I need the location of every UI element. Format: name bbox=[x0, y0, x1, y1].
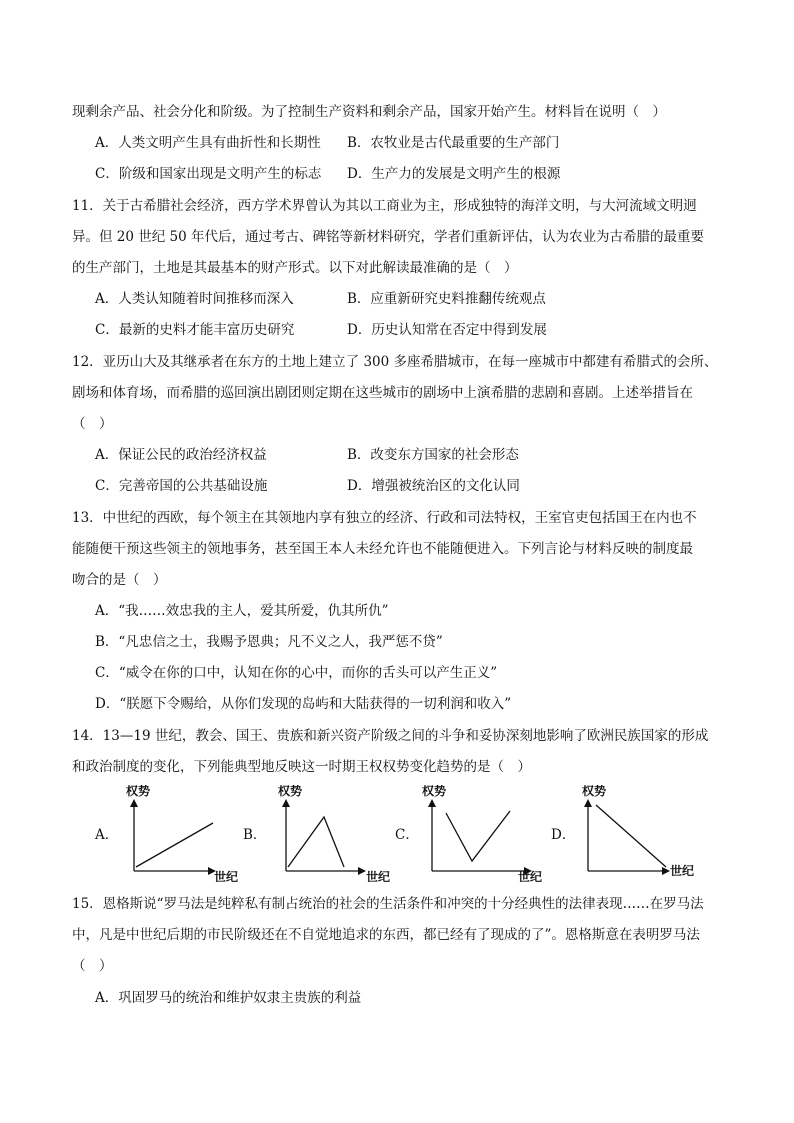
q15-option-a[interactable]: A．巩固罗马的统治和维护奴隶主贵族的利益 bbox=[95, 990, 362, 1006]
q12-option-c[interactable]: C．完善帝国的公共基础设施 bbox=[95, 478, 268, 494]
q12-stem-line-3: （ ） bbox=[72, 416, 113, 432]
q10-option-c[interactable]: C．阶级和国家出现是文明产生的标志 bbox=[95, 166, 322, 182]
x-axis-arrow bbox=[662, 867, 670, 875]
q10-stem-line: 现剩余产品、社会分化和阶级。为了控制生产资料和剩余产品，国家开始产生。材料旨在说明（ ） bbox=[72, 104, 666, 120]
q11-stem-line-2: 异。但 20 世纪 50 年代后，通过考古、碑铭等新材料研究，学者们重新评估，认为农业为古希腊的最重要 bbox=[72, 229, 705, 245]
q14-option-a-chart[interactable] bbox=[118, 785, 238, 885]
y-axis-label: 权势 bbox=[422, 785, 447, 798]
q10-option-b[interactable]: B．农牧业是古代最重要的生产部门 bbox=[347, 135, 560, 151]
y-axis-arrow bbox=[130, 799, 138, 807]
q14-option-b-letter[interactable]: B． bbox=[243, 827, 267, 843]
q14-option-d-chart[interactable] bbox=[574, 785, 714, 885]
q10-option-d[interactable]: D．生产力的发展是文明产生的根源 bbox=[347, 166, 561, 182]
q11-option-c[interactable]: C．最新的史料才能丰富历史研究 bbox=[95, 322, 295, 338]
y-axis-label: 权势 bbox=[582, 785, 607, 798]
y-axis-arrow bbox=[584, 799, 592, 807]
x-axis-arrow bbox=[358, 867, 366, 875]
q14-chart-options bbox=[0, 785, 794, 885]
y-axis-label: 权势 bbox=[126, 785, 151, 798]
q10-option-a[interactable]: A．人类文明产生具有曲折性和长期性 bbox=[95, 135, 321, 151]
q15-stem-line-1: 15．恩格斯说“罗马法是纯粹私有制占统治的社会的生活条件和冲突的十分经典性的法律表现……在罗马法 bbox=[72, 896, 704, 912]
q15-stem-line-2: 中，凡是中世纪后期的市民阶级还在不自觉地追求的东西，都已经有了现成的了”。恩格斯意在表明罗马法 bbox=[72, 927, 700, 943]
x-axis-label: 世纪 bbox=[518, 870, 543, 884]
q13-option-b[interactable]: B．“凡忠信之士，我赐予恩典；凡不义之人，我严惩不贷” bbox=[95, 634, 443, 650]
q11-option-b[interactable]: B．应重新研究史料推翻传统观点 bbox=[347, 291, 546, 307]
q14-option-b-chart[interactable] bbox=[266, 785, 396, 885]
q14-option-c-letter[interactable]: C． bbox=[395, 827, 419, 843]
q11-option-d[interactable]: D．历史认知常在否定中得到发展 bbox=[347, 322, 547, 338]
trend-line bbox=[288, 817, 344, 867]
q12-option-d[interactable]: D．增强被统治区的文化认同 bbox=[347, 478, 520, 494]
q11-stem-line-3: 的生产部门，土地是其最基本的财产形式。以下对此解读最准确的是（ ） bbox=[72, 260, 518, 276]
q14-option-a-letter[interactable]: A． bbox=[95, 827, 119, 843]
q13-stem-line-2: 能随便干预这些领主的领地事务，甚至国王本人未经允许也不能随便进入。下列言论与材料反映的制度最 bbox=[72, 541, 693, 557]
q12-stem-line-2: 剧场和体育场，而希腊的巡回演出剧团则定期在这些城市的剧场中上演希腊的悲剧和喜剧。上述举措旨在 bbox=[72, 385, 693, 401]
trend-line bbox=[446, 811, 510, 861]
q15-stem-line-3: （ ） bbox=[72, 958, 113, 974]
q13-option-d[interactable]: D．“朕愿下令赐给，从你们发现的岛屿和大陆获得的一切利润和收入” bbox=[95, 696, 512, 712]
trend-line bbox=[136, 823, 213, 867]
x-axis-label: 世纪 bbox=[366, 870, 391, 884]
q13-stem-line-1: 13．中世纪的西欧，每个领主在其领地内享有独立的经济、行政和司法特权，王室官吏包括国王在内也不 bbox=[72, 510, 697, 526]
q12-option-b[interactable]: B．改变东方国家的社会形态 bbox=[347, 447, 519, 463]
q14-option-c-chart[interactable] bbox=[418, 785, 548, 885]
y-axis-arrow bbox=[282, 799, 290, 807]
q13-option-a[interactable]: A．“我……效忠我的主人，爱其所爱，仇其所仇” bbox=[95, 603, 389, 619]
q13-stem-line-3: 吻合的是（ ） bbox=[72, 572, 167, 588]
y-axis-arrow bbox=[428, 799, 436, 807]
q11-option-a[interactable]: A．人类认知随着时间推移而深入 bbox=[95, 291, 294, 307]
q14-stem-line-1: 14．13—19 世纪，教会、国王、贵族和新兴资产阶级之间的斗争和妥协深刻地影响了欧洲民族国家的形成 bbox=[72, 728, 709, 744]
q12-option-a[interactable]: A．保证公民的政治经济权益 bbox=[95, 447, 267, 463]
x-axis-label: 世纪 bbox=[670, 864, 695, 878]
trend-line bbox=[596, 805, 666, 867]
q12-stem-line-1: 12．亚历山大及其继承者在东方的土地上建立了 300 多座希腊城市，在每一座城市中都建有希腊式的会所、 bbox=[72, 354, 718, 370]
q14-stem-line-2: 和政治制度的变化，下列能典型地反映这一时期王权权势变化趋势的是（ ） bbox=[72, 759, 531, 775]
x-axis-label: 世纪 bbox=[214, 870, 238, 884]
y-axis-label: 权势 bbox=[278, 785, 303, 798]
q13-option-c[interactable]: C．“威令在你的口中，认知在你的心中，而你的舌头可以产生正义” bbox=[95, 665, 498, 681]
q14-option-d-letter[interactable]: D． bbox=[551, 827, 576, 843]
q11-stem-line-1: 11．关于古希腊社会经济，西方学术界曾认为其以工商业为主，形成独特的海洋文明，与大河流域文明迥 bbox=[72, 198, 697, 214]
